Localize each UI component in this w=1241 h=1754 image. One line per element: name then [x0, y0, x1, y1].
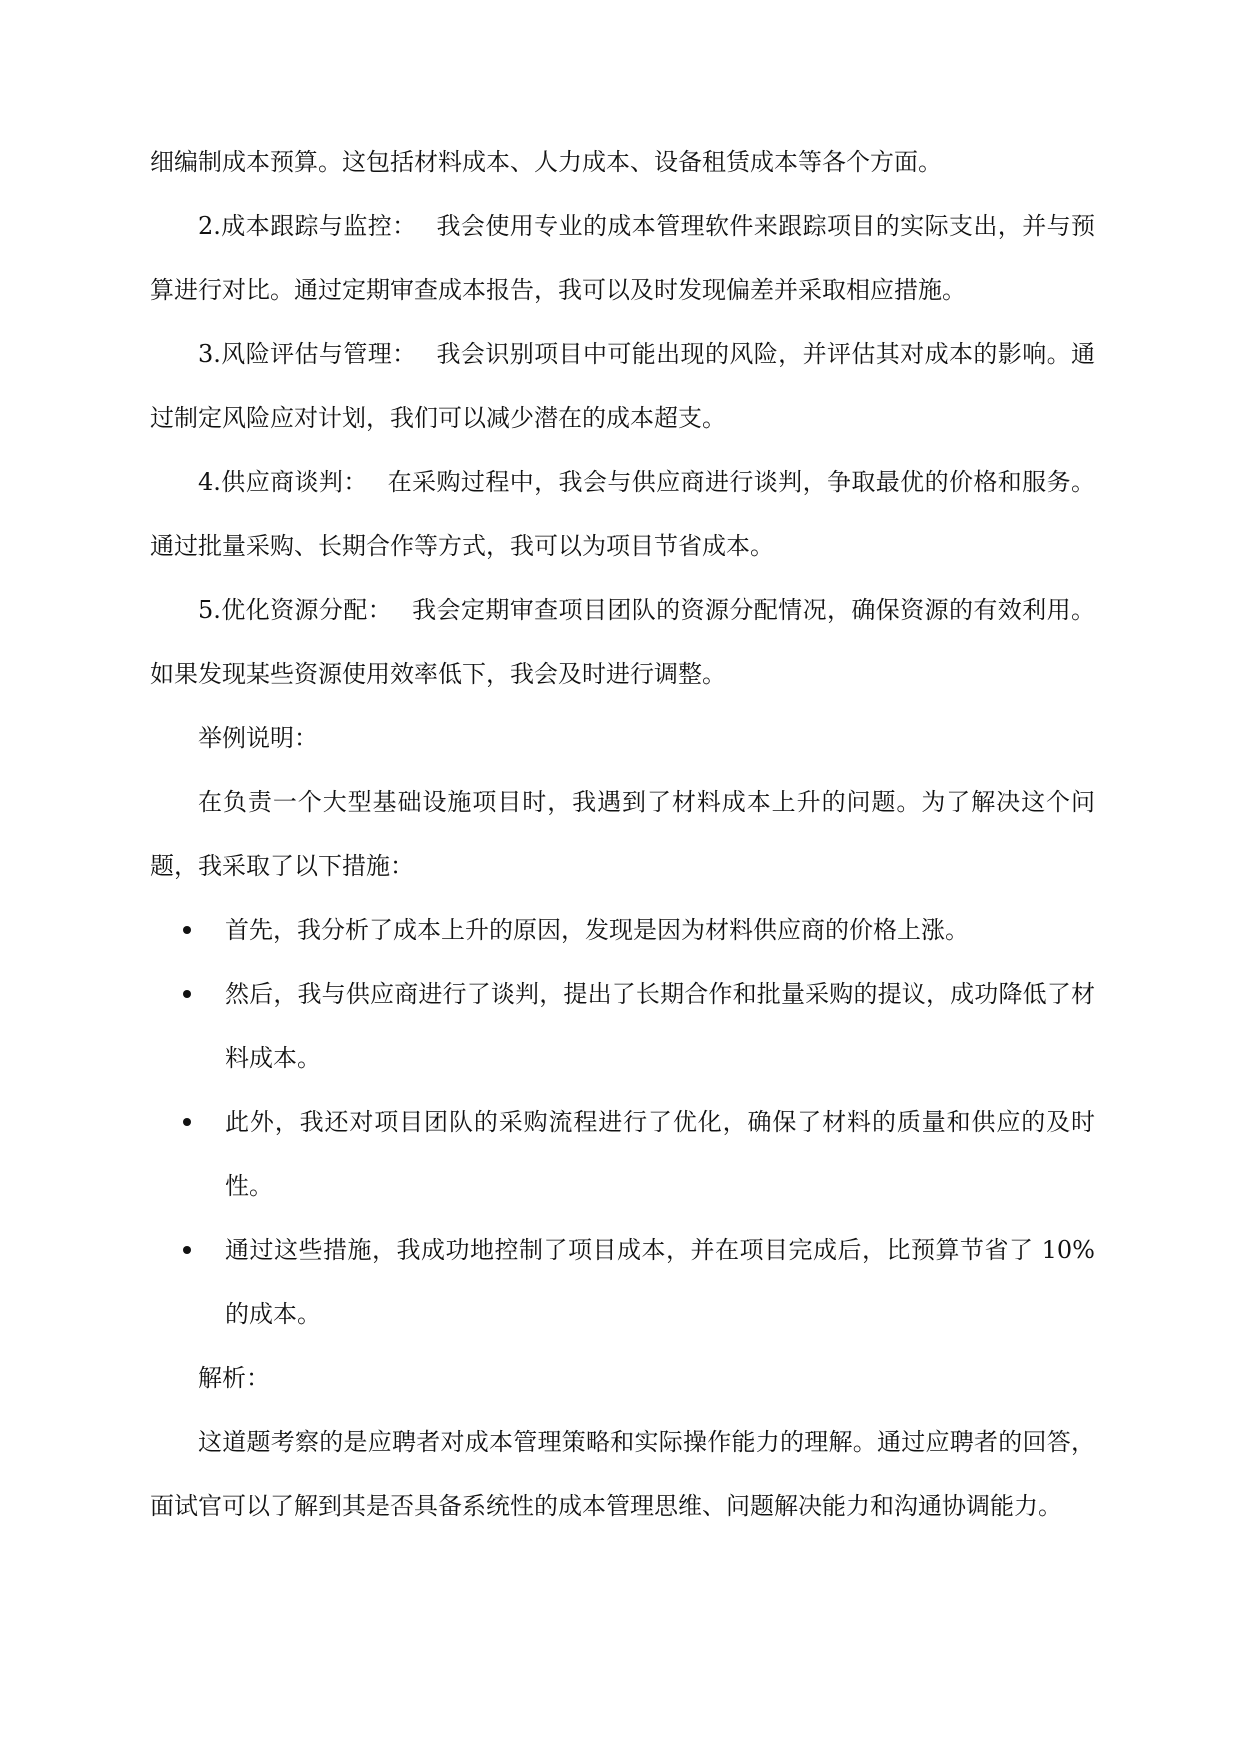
list-item: [150, 1218, 1095, 1346]
resource-allocation-text: 我会定期审查项目团队的资源分配情况，确保资源的有效利用。如果发现某些资源使用效率低下，我会及时进行调整。: [150, 596, 1095, 688]
supplier-negotiation-label: 4.供应商谈判：: [198, 468, 368, 496]
analysis-heading: 解析：: [198, 1364, 270, 1392]
bullet-text: 通过这些措施，我成功地控制了项目成本，并在项目完成后，比预算节省了 10%的成本。: [225, 1236, 1095, 1328]
list-item: [150, 1090, 1095, 1218]
list-item: [150, 898, 1095, 962]
cost-tracking-text: 我会使用专业的成本管理软件来跟踪项目的实际支出，并与预算进行对比。通过定期审查成本报告，我可以及时发现偏差并采取相应措施。: [150, 212, 1095, 304]
paragraph-budget-continuation: 细编制成本预算。这包括材料成本、人力成本、设备租赁成本等各个方面。: [150, 148, 942, 176]
risk-management-label: 3.风险评估与管理：: [198, 340, 417, 368]
example-bullet-list: [150, 898, 1095, 1346]
bullet-icon: [183, 1118, 191, 1126]
bullet-icon: [183, 1246, 191, 1254]
paragraph-supplier-negotiation: [150, 450, 1095, 578]
paragraph-resource-allocation: [150, 578, 1095, 706]
supplier-negotiation-text: 在采购过程中，我会与供应商进行谈判，争取最优的价格和服务。通过批量采购、长期合作等方式，我可以为项目节省成本。: [150, 468, 1095, 560]
example-heading: 举例说明：: [198, 724, 318, 752]
example-intro: 在负责一个大型基础设施项目时，我遇到了材料成本上升的问题。为了解决这个问题，我采取了以下措施：: [150, 788, 1095, 880]
cost-tracking-label: 2.成本跟踪与监控：: [198, 212, 417, 240]
list-item: [150, 962, 1095, 1090]
resource-allocation-label: 5.优化资源分配：: [198, 596, 393, 624]
paragraph-risk-management: [150, 322, 1095, 450]
bullet-text: 首先，我分析了成本上升的原因，发现是因为材料供应商的价格上涨。: [225, 916, 969, 944]
bullet-icon: [183, 926, 191, 934]
bullet-text: 然后，我与供应商进行了谈判，提出了长期合作和批量采购的提议，成功降低了材料成本。: [225, 980, 1095, 1072]
document-page: [150, 130, 1095, 1538]
bullet-icon: [183, 990, 191, 998]
paragraph-cost-tracking: [150, 194, 1095, 322]
bullet-text: 此外，我还对项目团队的采购流程进行了优化，确保了材料的质量和供应的及时性。: [225, 1108, 1095, 1200]
analysis-text: 这道题考察的是应聘者对成本管理策略和实际操作能力的理解。通过应聘者的回答，面试官可以了解到其是否具备系统性的成本管理思维、问题解决能力和沟通协调能力。: [150, 1428, 1095, 1520]
risk-management-text: 我会识别项目中可能出现的风险，并评估其对成本的影响。通过制定风险应对计划，我们可以减少潜在的成本超支。: [150, 340, 1095, 432]
